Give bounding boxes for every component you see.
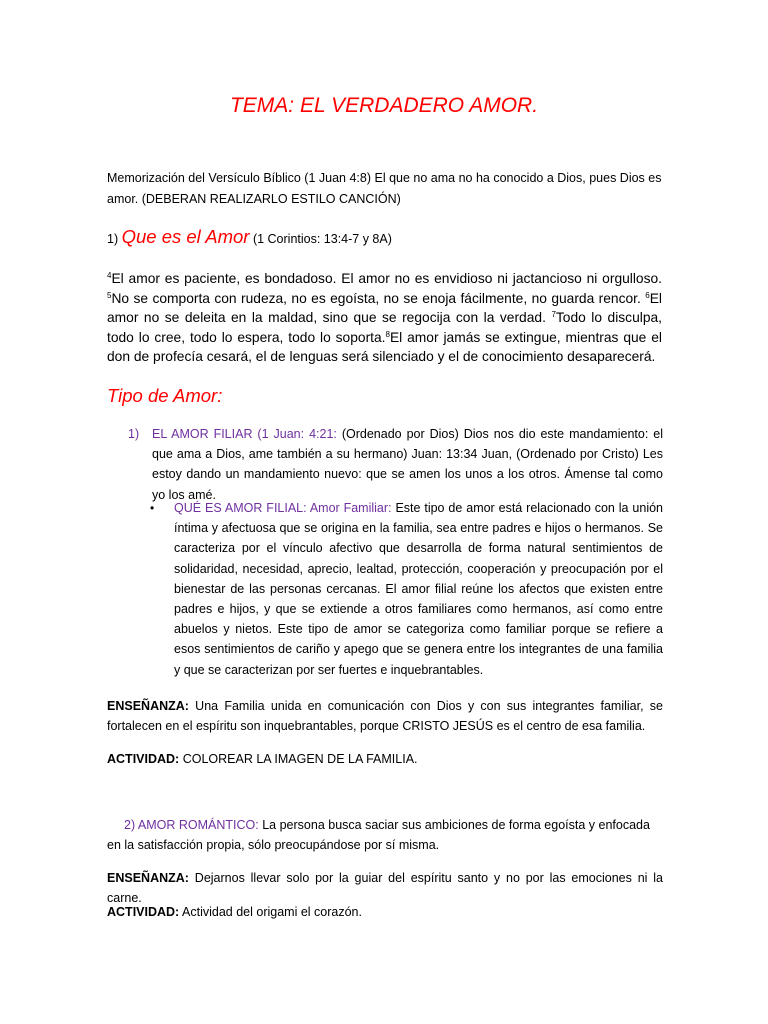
actividad-1-text: COLOREAR LA IMAGEN DE LA FAMILIA.: [182, 752, 418, 766]
list-item-body: [152, 424, 663, 505]
list-item-label: EL AMOR FILIAR (1 Juan: 4:21:: [152, 427, 337, 441]
verse-text-5: No se comporta con rudeza, no es egoísta, no se enoja fácilmente, no guarda rencor.: [111, 290, 641, 306]
ensenanza-1-label: ENSEÑANZA:: [107, 699, 189, 713]
bullet-text: Este tipo de amor está relacionado con la unión íntima y afectuosa que se origina en la familia, sea entre padres e hijos o hermanos. Se caracteriza por el vínculo afectivo que desarrolla de forma natural sentimientos de solidaridad, necesidad, aprecio, lealtad, protección, cooperación y preocupación por el bienestar de las personas cercanas. El amor filial reúne los afectos que existen entre padres e hijos, y que se extiende a otros familiares como hermanos, así como entre abuelos y nietos. Este tipo de amor se categoriza como familiar porque se refiere a esos sentimientos de cariño y apego que se genera entre los integrantes de una familia y que se caracterizan por ser fuertes e inquebrantables.: [174, 501, 663, 677]
memorization-line-2: amor. (DEBERAN REALIZARLO ESTILO CANCIÓN): [107, 192, 401, 206]
ensenanza-2-text: Dejarnos llevar solo por la guiar del espíritu santo y no por las emociones ni la carne.: [107, 871, 663, 906]
actividad-2-label: ACTIVIDAD:: [107, 905, 180, 919]
section-2-heading: Tipo de Amor:: [107, 385, 223, 406]
bullet-item-amor-filial: [150, 498, 663, 680]
verse-text-7: Todo lo disculpa, todo lo cree, todo lo espera, todo lo soporta.: [107, 310, 663, 345]
section-1-number: 1): [107, 232, 119, 246]
ensenanza-1-paragraph: [107, 696, 663, 736]
verse-number-8: 8: [385, 329, 390, 339]
memorization-paragraph: [107, 168, 663, 210]
verse-number-7: 7: [551, 310, 556, 319]
verse-number-6: 6: [645, 290, 650, 300]
actividad-2-paragraph: [107, 902, 663, 922]
list-item-number: 1): [128, 427, 140, 441]
list-item-amor-romantico: [107, 815, 663, 855]
verse-number-5: 5: [107, 290, 112, 300]
section-1-reference: (1 Corintios: 13:4-7 y 8A): [252, 232, 392, 246]
actividad-1-label: ACTIVIDAD:: [107, 752, 180, 766]
item-2-text: La persona busca saciar sus ambiciones de forma egoísta y enfocada en la satisfacción propia, sólo preocupándose por sí misma.: [107, 818, 650, 853]
bullet-label: QUÉ ES AMOR FILIAL: Amor Familiar:: [174, 501, 392, 515]
list-item-amor-filiar: [128, 424, 663, 505]
memorization-line-1: Memorización del Versículo Bíblico (1 Juan 4:8) El que no ama no ha conocido a Dios, pues Dios es: [107, 171, 662, 185]
bullet-body: [174, 498, 663, 680]
actividad-2-text: Actividad del origami el corazón.: [182, 905, 362, 919]
actividad-1-paragraph: [107, 749, 663, 769]
bullet-icon: •: [150, 501, 155, 515]
ensenanza-2-label: ENSEÑANZA:: [107, 871, 189, 885]
verse-text-8: El amor jamás se extingue, mientras que el don de profecía cesará, el de lenguas será silenciado y el de conocimiento desaparecerá.: [107, 329, 662, 364]
section-1-heading: [107, 224, 392, 252]
verse-text-6: El amor no se deleita en la maldad, sino que se regocija con la verdad.: [107, 290, 662, 325]
list-item-text: (Ordenado por Dios) Dios nos dio este mandamiento: el que ama a Dios, ame también a su hermano) Juan: 13:34 Juan, (Ordenado por Cristo) Les estoy dando un mandamiento nuevo: que se amen los unos a los otros. Ámense tal como yo los amé.: [152, 427, 663, 502]
item-2-label: 2) AMOR ROMÁNTICO:: [124, 818, 259, 832]
page-title: TEMA: EL VERDADERO AMOR.: [229, 94, 539, 117]
section-1-title: Que es el Amor: [121, 226, 250, 247]
verse-text-4: El amor es paciente, es bondadoso. El amor no es envidioso ni jactancioso ni orgulloso.: [111, 271, 662, 286]
ensenanza-1-text: Una Familia unida en comunicación con Dios y con sus integrantes familiar, se fortalecen en el espíritu son inquebrantables, porque CRISTO JESÚS es el centro de esa familia.: [107, 699, 663, 734]
bible-verse-paragraph: [107, 269, 662, 367]
verse-number-4: 4: [107, 271, 112, 280]
